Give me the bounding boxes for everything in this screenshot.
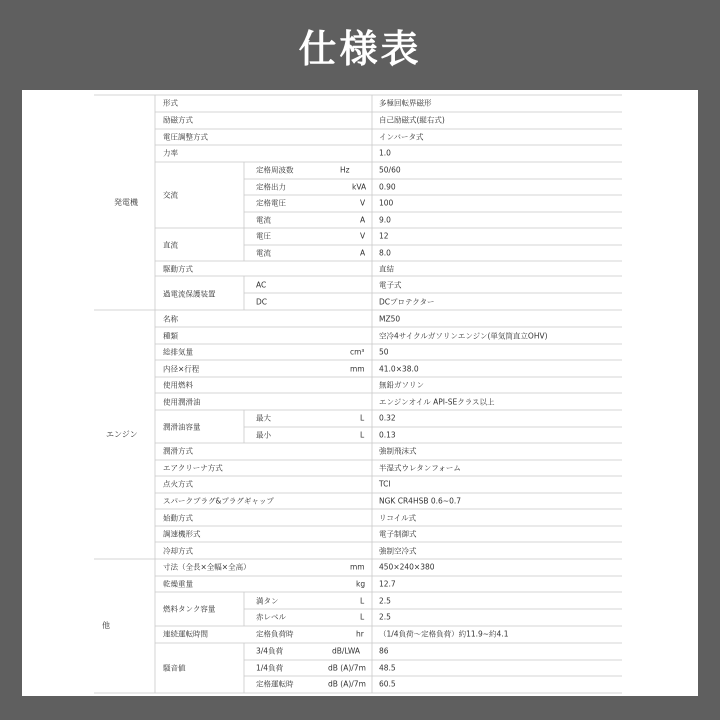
spec-label: 燃料タンク容量 xyxy=(163,604,216,614)
spec-unit: Hz xyxy=(340,165,350,175)
spec-value: 12 xyxy=(379,231,389,241)
spec-label: 始動方式 xyxy=(163,513,193,523)
spec-unit: mm xyxy=(350,364,365,374)
spec-unit: cm³ xyxy=(350,347,365,357)
page-title: 仕様表 xyxy=(298,26,422,71)
spec-label: 直流 xyxy=(163,240,178,250)
spec-label: 調速機形式 xyxy=(163,529,201,539)
spec-unit: hr xyxy=(356,629,364,639)
spec-label: 励磁方式 xyxy=(163,115,193,125)
spec-value: 86 xyxy=(379,646,389,656)
spec-value: 1.0 xyxy=(379,148,391,158)
spec-value: 48.5 xyxy=(379,663,396,673)
spec-label: 交流 xyxy=(163,190,178,200)
spec-unit: A xyxy=(360,248,366,258)
spec-sublabel: 定格周波数 xyxy=(256,165,294,175)
spec-label: 総排気量 xyxy=(163,347,193,357)
spec-value: 100 xyxy=(379,198,394,208)
spec-value: 自己励磁式(縦右式) xyxy=(379,115,445,125)
spec-sheet xyxy=(22,90,698,696)
spec-sublabel: 最大 xyxy=(256,413,271,423)
spec-value: 450×240×380 xyxy=(379,562,435,572)
spec-label: 力率 xyxy=(163,148,178,158)
spec-label: 形式 xyxy=(163,98,178,108)
spec-value: 電子制御式 xyxy=(379,529,417,539)
spec-value: 0.90 xyxy=(379,182,396,192)
spec-value: 強制空冷式 xyxy=(379,546,417,556)
spec-label: 寸法（全長×全幅×全高） xyxy=(163,562,251,572)
spec-value: インバータ式 xyxy=(379,132,424,142)
spec-value: 60.5 xyxy=(379,679,396,689)
spec-value: 50 xyxy=(379,347,389,357)
spec-value: 多極回転界磁形 xyxy=(379,98,432,108)
spec-label: 乾燥重量 xyxy=(163,579,193,589)
spec-value: 12.7 xyxy=(379,579,396,589)
spec-sublabel: 赤レベル xyxy=(256,612,286,622)
spec-value: MZ50 xyxy=(379,314,401,324)
spec-sublabel: AC xyxy=(256,280,267,290)
spec-unit: V xyxy=(360,198,366,208)
spec-label: 駆動方式 xyxy=(163,264,193,274)
spec-sublabel: 1/4負荷 xyxy=(256,663,284,673)
spec-sublabel: 定格電圧 xyxy=(256,198,286,208)
spec-unit: L xyxy=(360,413,365,423)
spec-sublabel: 電圧 xyxy=(256,231,271,241)
spec-value: 電子式 xyxy=(379,280,402,290)
spec-label: 点火方式 xyxy=(163,479,193,489)
spec-label: スパークプラグ&プラグギャップ xyxy=(163,496,274,506)
spec-label: 冷却方式 xyxy=(163,546,193,556)
spec-label: 騒音値 xyxy=(163,663,186,673)
spec-label: 潤滑方式 xyxy=(163,446,193,456)
spec-value: 2.5 xyxy=(379,612,391,622)
spec-sublabel: 定格運転時 xyxy=(256,679,294,689)
spec-value: DCプロテクター xyxy=(379,297,435,307)
spec-sublabel: DC xyxy=(256,297,268,307)
spec-value: （1/4負荷～定格負荷）約11.9~約4.1 xyxy=(379,629,509,639)
spec-unit: dB/LWA xyxy=(332,646,361,656)
spec-label: 過電流保護装置 xyxy=(163,289,216,299)
spec-value: 0.13 xyxy=(379,430,396,440)
spec-value: NGK CR4HSB 0.6~0.7 xyxy=(379,496,462,506)
spec-value: 半湿式ウレタンフォーム xyxy=(379,463,461,473)
spec-unit: dB (A)/7m xyxy=(328,679,366,689)
spec-unit: A xyxy=(360,215,366,225)
spec-label: 種類 xyxy=(163,331,178,341)
spec-value: TCI xyxy=(379,479,391,489)
spec-sublabel: 満タン xyxy=(256,596,279,606)
spec-value: エンジンオイル API-SEクラス以上 xyxy=(379,397,495,407)
spec-value: 41.0×38.0 xyxy=(379,364,419,374)
spec-unit: kVA xyxy=(352,182,367,192)
spec-label: 使用潤滑油 xyxy=(163,397,201,407)
group-label-generator: 発電機 xyxy=(114,198,138,207)
spec-label: 潤滑油容量 xyxy=(163,422,201,432)
spec-unit: L xyxy=(360,612,365,622)
spec-unit: L xyxy=(360,430,365,440)
spec-value: 2.5 xyxy=(379,596,391,606)
spec-value: 0.32 xyxy=(379,413,396,423)
spec-value: 無鉛ガソリン xyxy=(379,380,424,390)
spec-unit: kg xyxy=(356,579,366,589)
spec-unit: mm xyxy=(350,562,365,572)
spec-sublabel: 3/4負荷 xyxy=(256,646,284,656)
spec-label: 使用燃料 xyxy=(163,380,193,390)
spec-unit: L xyxy=(360,596,365,606)
group-label-engine: エンジン xyxy=(106,430,138,439)
spec-value: 8.0 xyxy=(379,248,391,258)
spec-value: 直結 xyxy=(379,264,394,274)
spec-sublabel: 電流 xyxy=(256,248,271,258)
spec-value: 9.0 xyxy=(379,215,391,225)
spec-unit: V xyxy=(360,231,366,241)
spec-sublabel: 定格出力 xyxy=(256,182,286,192)
spec-value: リコイル式 xyxy=(379,513,417,523)
spec-value: 50/60 xyxy=(379,165,401,175)
spec-label: 名称 xyxy=(163,314,178,324)
spec-label: 電圧調整方式 xyxy=(163,132,208,142)
spec-unit: dB (A)/7m xyxy=(328,663,366,673)
spec-sublabel: 定格負荷時 xyxy=(256,629,294,639)
spec-label: エアクリーナ方式 xyxy=(163,463,223,473)
spec-label: 連続運転時間 xyxy=(163,629,208,639)
spec-sublabel: 最小 xyxy=(256,430,271,440)
spec-sublabel: 電流 xyxy=(256,215,271,225)
group-label-other: 他 xyxy=(102,621,110,630)
spec-value: 空冷4サイクルガソリンエンジン(単気筒直立OHV) xyxy=(379,331,548,341)
spec-label: 内径×行程 xyxy=(163,364,200,374)
spec-value: 強制飛沫式 xyxy=(379,446,417,456)
page-header xyxy=(0,0,720,90)
